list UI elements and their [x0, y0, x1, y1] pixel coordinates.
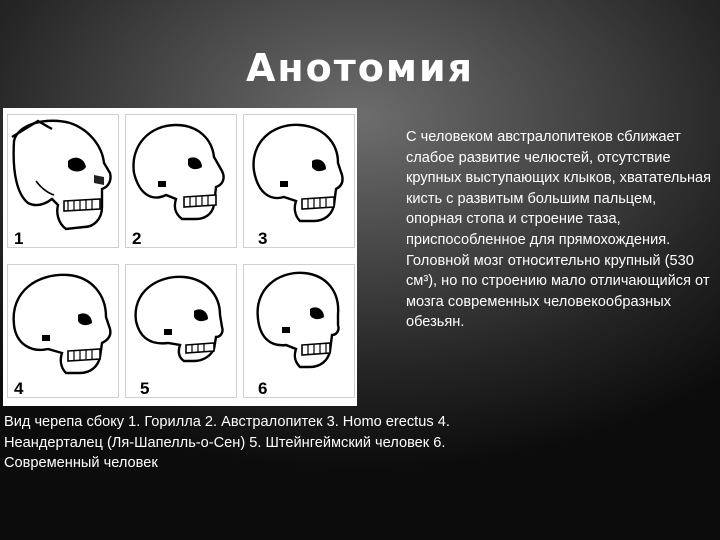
- panel-number: 2: [132, 229, 142, 248]
- skull-panel-6: [243, 264, 355, 398]
- steinheim-skull-icon: [126, 265, 236, 397]
- gorilla-skull-icon: [8, 115, 118, 247]
- skull-panel-1: [7, 114, 119, 248]
- panel-number: 6: [258, 379, 268, 398]
- description-text: С человеком австралопитеков сближает слабое развитие челюстей, отсутствие крупных выступающих клыков, хватательная кисть с развитым большим пальцем, опорная стопа и строение таза, приспособленное для прямохождения. Головной мозг относительно крупный (530 см³), но по строению мало отличающийся от мозга современных человекообразных обезьян.: [406, 129, 712, 331]
- panel-number: 4: [14, 379, 24, 398]
- skull-panel-2: [125, 114, 237, 248]
- figure-caption: Вид черепа сбоку 1. Горилла 2. Австралопитек 3. Homo erectus 4. Неандерталец (Ля-Шапелль-о-Сен) 5. Штейнгеймский человек 6. Современный человек: [4, 414, 450, 472]
- australopithecus-skull-icon: [126, 115, 236, 247]
- skull-comparison-figure: [3, 108, 357, 406]
- skull-panel-5: [125, 264, 237, 398]
- neanderthal-skull-icon: [8, 265, 118, 397]
- panel-number: 1: [14, 229, 24, 248]
- panel-number: 3: [258, 229, 268, 248]
- skull-panel-3: [243, 114, 355, 248]
- slide-title: Анотомия: [246, 46, 474, 90]
- modern-human-skull-icon: [244, 265, 354, 397]
- skull-panel-4: [7, 264, 119, 398]
- homo-erectus-skull-icon: [244, 115, 354, 247]
- panel-number: 5: [140, 379, 150, 398]
